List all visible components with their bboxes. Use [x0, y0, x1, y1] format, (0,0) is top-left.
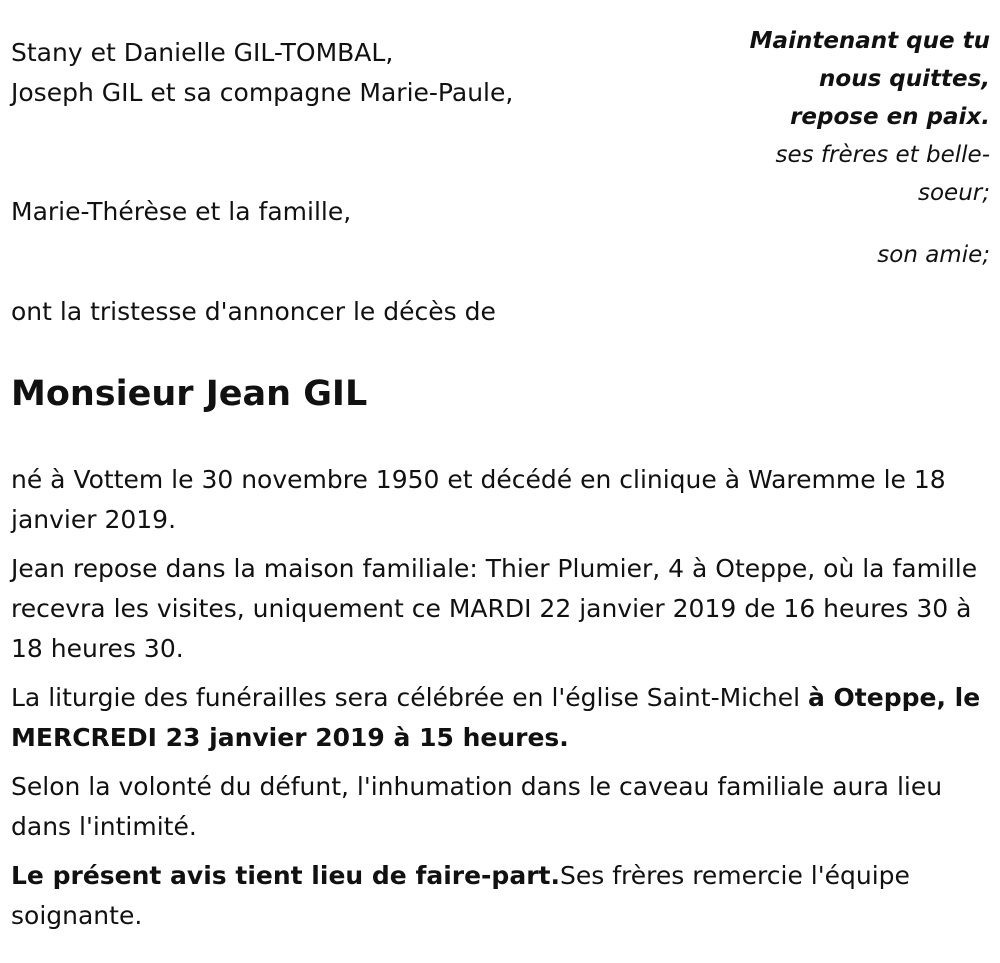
liturgy-text: La liturgie des funérailles sera célébrée en l'église Saint-Michel — [11, 683, 808, 712]
family-names — [11, 33, 591, 232]
family-line-3: Marie-Thérèse et la famille, — [11, 197, 352, 226]
role-siblings-line-2: soeur; — [918, 180, 990, 206]
family-line-1: Stany et Danielle GIL-TOMBAL, — [11, 38, 394, 67]
announcement-intro: ont la tristesse d'annoncer le décès de — [11, 297, 496, 326]
family-line-2: Joseph GIL et sa compagne Marie-Paule, — [11, 78, 514, 107]
deceased-name: Monsieur Jean GIL — [11, 374, 368, 414]
notice-body — [11, 460, 986, 945]
role-siblings — [720, 136, 990, 212]
burial-paragraph: Selon la volonté du défunt, l'inhumation dans le caveau familiale aura lieu dans l'intimité. — [11, 772, 943, 841]
notice-bold: Le présent avis tient lieu de faire-part. — [11, 861, 560, 890]
visitation-paragraph: Jean repose dans la maison familiale: Thier Plumier, 4 à Oteppe, où la famille recevra les visites, uniquement ce MARDI 22 janvier 2019 de 16 heures 30 à 18 heures 30. — [11, 554, 978, 663]
quote-line-3: repose en paix. — [790, 104, 990, 130]
liturgy-details: à Oteppe, le MERCREDI 23 janvier 2019 à 15 heures. — [11, 683, 981, 752]
role-friend — [720, 236, 990, 274]
role-siblings-line-1: ses frères et belle- — [775, 142, 990, 168]
notice-text: Ses frères remercie l'équipe soignante. — [11, 861, 910, 930]
notice-paragraph — [11, 856, 986, 936]
birth-death-paragraph: né à Vottem le 30 novembre 1950 et décédé en clinique à Waremme le 18 janvier 2019. — [11, 465, 946, 534]
side-column — [720, 22, 990, 274]
liturgy-paragraph — [11, 678, 986, 758]
quote-line-2: nous quittes, — [819, 66, 990, 92]
role-friend-text: son amie; — [877, 242, 990, 268]
epitaph-quote — [720, 22, 990, 136]
quote-line-1: Maintenant que tu — [749, 28, 990, 54]
